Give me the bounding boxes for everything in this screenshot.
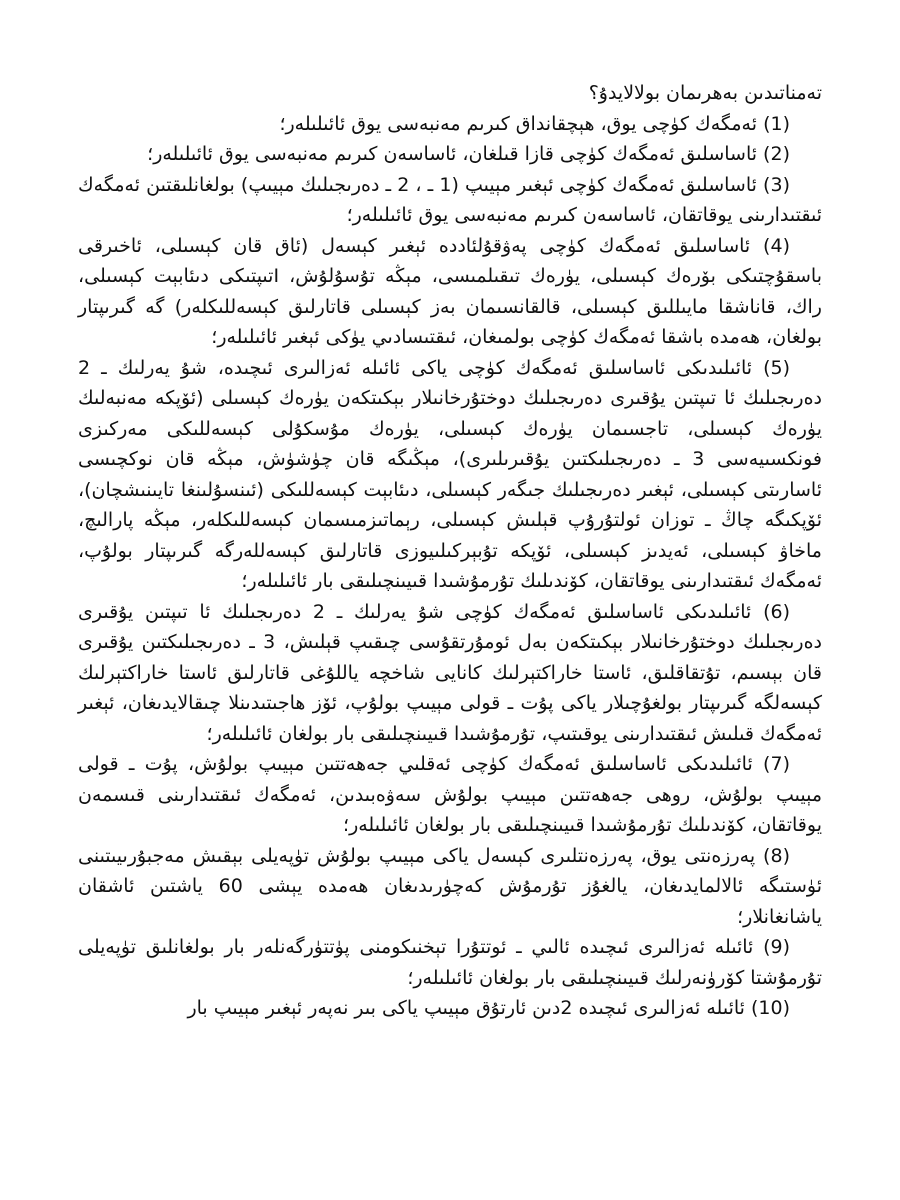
list-item-10: (10) ئائىلە ئەزالىرى ئىچىدە 2دىن ئارتۇق مېيىپ ياكى بىر نەپەر ئېغىر مېيىپ بار — [187, 997, 790, 1019]
list-item-7: (7) ئائىلىدىكى ئاساسلىق ئەمگەك كۈچى ئەقلىي جەھەتتىن مېيىپ بولۇش، پۇت ـ قولى مېيىپ بولۇش، روھى جەھەتتىن مېيىپ بولۇش سەۋەبىدىن، ئەمگەك ئىقتىدارىنى قىسمەن يوقاتقان، كۆندىلىك تۇرمۇشىدا قىيىنچىلىقى بار بولغان ئائىلىلەر؛ — [78, 753, 822, 836]
list-item-2: (2) ئاساسلىق ئەمگەك كۈچى قازا قىلغان، ئاساسەن كىرىم مەنبەسى يوق ئائىلىلەر؛ — [147, 143, 790, 165]
list-item-1: (1) ئەمگەك كۈچى يوق، ھېچقانداق كىرىم مەنبەسى يوق ئائىلىلەر؛ — [279, 112, 790, 135]
document-body — [78, 78, 822, 1024]
continuation-line: تەمناتىدىن بەھرىمان بولالايدۇ؟ — [588, 82, 822, 104]
list-item-6: (6) ئائىلىدىكى ئاساسلىق ئەمگەك كۈچى شۇ يەرلىك ـ 2 دەرىجىلىك ئا تىپتىن يۇقىرى دەرىجىلىك دوختۇرخانىلار بېكىتكەن بەل ئومۇرتقۇسى چىقىپ قېلىش، 3 ـ دەرىجىلىكتىن يۇقىرى قان بېسىم، تۇتقاقلىق، ئاستا خاراكتېرلىك كانايى شاخچە ياللۇغى قاتارلىق ئاستا خاراكتېرلىك كېسەلگە گىرىپتار بولغۇچىلار ياكى پۇت ـ قولى مېيىپ بولۇپ، ئۆز ھاجىتىدىنلا چىقالايدىغان، ئېغىر ئەمگەك قىلىش ئىقتىدارىنى يوقىتىپ، تۇرمۇشىدا قىيىنچىلىقى بار بولغان ئائىلىلەر؛ — [78, 600, 822, 745]
list-item-9: (9) ئائىلە ئەزالىرى ئىچىدە ئالىي ـ ئوتتۇرا تېخنىكومنى پۈتتۈرگەنلەر بار بولغانلىق تۈپەيلى تۇرمۇشتا كۆرۈنەرلىك قىيىنچىلىقى بار بولغان ئائىلىلەر؛ — [78, 936, 822, 989]
list-item-8: (8) پەرزەنتى يوق، پەرزەنتلىرى كېسەل ياكى مېيىپ بولۇش تۈپەيلى بېقىش مەجبۇرىيىتىنى ئۈستىگە ئالالمايدىغان، يالغۇز تۇرمۇش كەچۈرىدىغان ھەمدە يېشى 60 ياشتىن ئاشقان ياشانغانلار؛ — [78, 844, 822, 928]
list-item-3: (3) ئاساسلىق ئەمگەك كۈچى ئېغىر مېيىپ (1 ـ ، 2 ـ دەرىجىلىك مېيىپ) بولغانلىقتىن ئەمگەك ئىقتىدارىنى يوقاتقان، ئاساسەن كىرىم مەنبەسى يوق ئائىلىلەر؛ — [78, 173, 822, 226]
list-item-5: (5) ئائىلىدىكى ئاساسلىق ئەمگەك كۈچى ياكى ئائىلە ئەزالىرى ئىچىدە، شۇ يەرلىك ـ 2 دەرىجىلىك ئا تىپتىن يۇقىرى دەرىجىلىك دوختۇرخانىلار بېكىتكەن يۈرەك كېسىلى (ئۆپكە مەنبەلىك يۈرەك كېسىلى، تاجسىمان يۈرەك كېسىلى، يۈرەك مۇسكۇلى كېسەللىكى مەركىزى فونكسىيەسى 3 ـ دەرىجىلىكتىن يۇقىرىلىرى)، مېڭىگە قان چۈشۈش، مېڭە قان نوكچىسى ئاسارىتى كېسىلى، ئېغىر دەرىجىلىك جىگەر كېسىلى، دىئابېت كېسەللىكى (ئىنسۇلىنغا تايىنىشچان)، ئۆپكىگە چاڭ ـ توزان ئولتۇرۇپ قېلىش كېسىلى، رېماتىزمىسمان كېسەللىكلەر، مېڭە پارالىچ، ماخاۋ كېسىلى، ئەيدىز كېسىلى، ئۆپكە تۇبېركىلىيوزى قاتارلىق كېسەللەرگە گىرىپتار بولۇپ، ئەمگەك ئىقتىدارىنى يوقاتقان، كۆندىلىك تۇرمۇشىدا قىيىنچىلىقى بار ئائىلىلەر؛ — [78, 356, 822, 592]
list-item-4: (4) ئاساسلىق ئەمگەك كۈچى پەۋقۇلئاددە ئېغىر كېسەل (ئاق قان كېسىلى، ئاخىرقى باسقۇچتىكى بۆرەك كېسىلى، يۈرەك تىقىلمىسى، مېڭە تۇسۇلۇش، Iتىپتىكى دىئابېت كېسىلى، راك، قاناشقا مايىللىق كېسىلى، قالقانسىمان بەز كېسىلى قاتارلىق كېسەللىكلەر) گە گىرىپتار بولغان، ھەمدە باشقا ئەمگەك كۈچى بولمىغان، ئىقتىسادىي يۈكى ئېغىر ئائىلىلەر؛ — [78, 234, 822, 348]
